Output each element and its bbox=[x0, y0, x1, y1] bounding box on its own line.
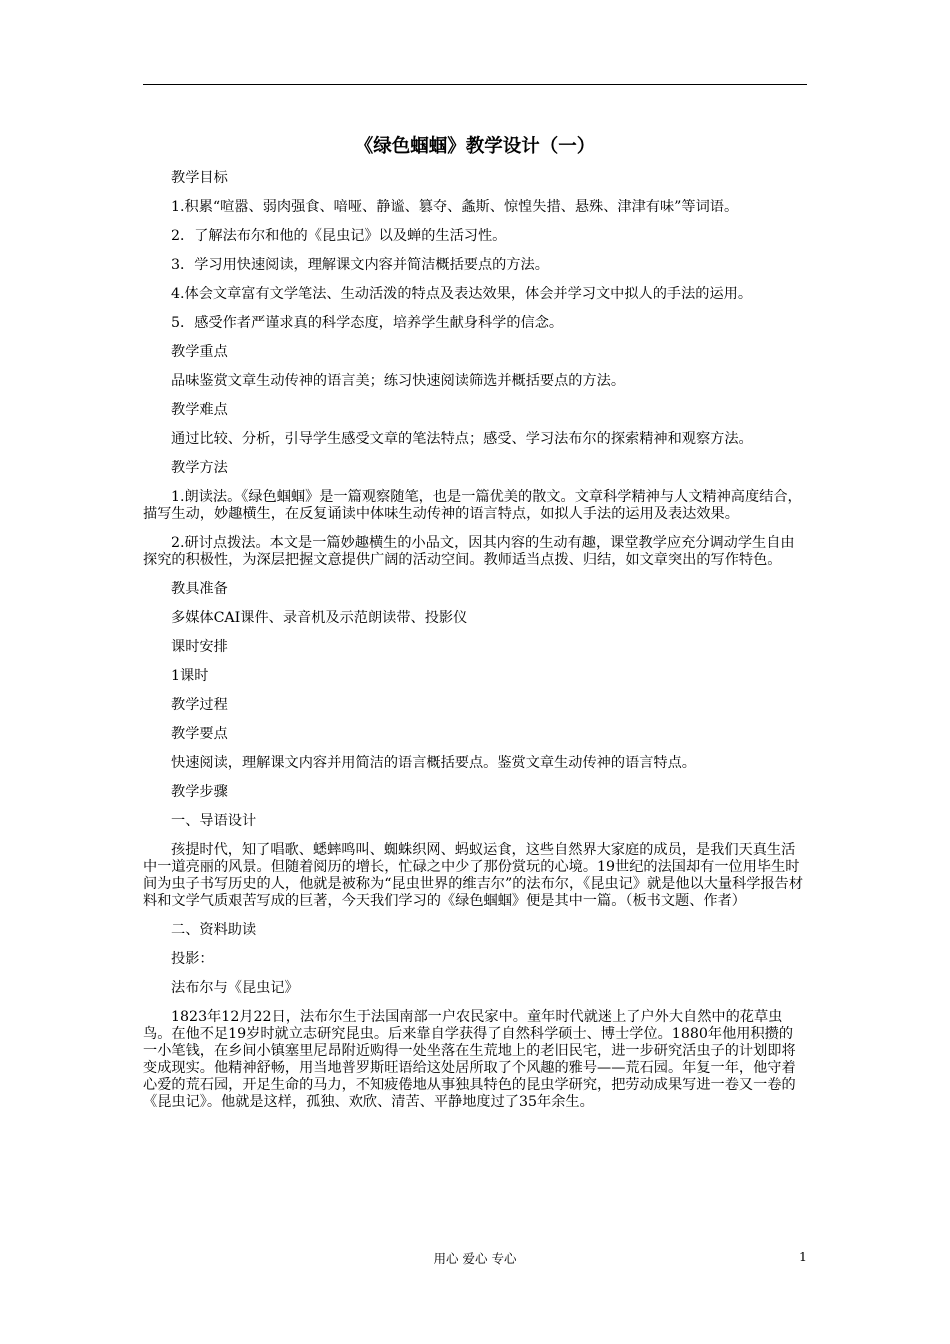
heading-key-points: 教学重点 bbox=[171, 344, 228, 360]
heading-steps: 教学步骤 bbox=[171, 784, 228, 800]
fabre-heading: 法布尔与《昆虫记》 bbox=[171, 980, 299, 996]
document-body bbox=[143, 170, 807, 1111]
intro-text: 孩提时代，知了唱歌、蟋蟀鸣叫、蜘蛛织网、蚂蚁运食，这些自然界大家庭的成员，是我们天真生活中一道亮丽的风景。但随着阅历的增长，忙碌之中少了那份赏玩的心境。19世纪的法国却有一位用毕生时间为虫子书写历史的人，他就是被称为“昆虫世界的维吉尔”的法布尔，《昆虫记》就是他以大量科学报告材料和文学气质艰苦写成的巨著，今天我们学习的《绿色蝈蝈》便是其中一篇。（板书文题、作者） bbox=[143, 842, 804, 909]
header-rule bbox=[143, 84, 807, 85]
fabre-bio: 1823年12月22日，法布尔生于法国南部一户农民家中。童年时代就迷上了户外大自然中的花草虫鸟。在他不足19岁时就立志研究昆虫。后来靠自学获得了自然科学硕士、博士学位。1880年他用积攒的一小笔钱，在乡间小镇塞里尼昂附近购得一处坐落在生荒地上的老旧民宅，进一步研究活虫子的计划即将变成现实。他精神舒畅，用当地普罗斯旺语给这处居所取了个风趣的雅号——荒石园。年复一年，他守着心爱的荒石园，开足生命的马力，不知疲倦地从事独具特色的昆虫学研究，把劳动成果写进一卷又一卷的《昆虫记》。他就是这样，孤独、欢欣、清苦、平静地度过了35年余生。 bbox=[143, 1009, 796, 1110]
objective-4: 4.体会文章富有文学笔法、生动活泼的特点及表达效果，体会并学习文中拟人的手法的运用。 bbox=[171, 286, 753, 302]
objective-2: 2．了解法布尔和他的《昆虫记》以及蝉的生活习性。 bbox=[171, 228, 507, 244]
schedule-text: 1课时 bbox=[171, 668, 209, 684]
heading-schedule: 课时安排 bbox=[171, 639, 228, 655]
page-number: 1 bbox=[799, 1249, 807, 1264]
heading-difficulties: 教学难点 bbox=[171, 402, 228, 418]
difficulties-text: 通过比较、分析，引导学生感受文章的笔法特点；感受、学习法布尔的探索精神和观察方法。 bbox=[171, 431, 753, 447]
heading-intro: 一、导语设计 bbox=[171, 813, 257, 829]
objective-3: 3．学习用快速阅读，理解课文内容并简洁概括要点的方法。 bbox=[171, 257, 549, 273]
heading-reading-aid: 二、资料助读 bbox=[171, 922, 257, 938]
page-footer bbox=[143, 1249, 807, 1269]
equipment-text: 多媒体CAI课件、录音机及示范朗读带、投影仪 bbox=[171, 610, 468, 626]
footer-motto: 用心 爱心 专心 bbox=[433, 1251, 517, 1266]
key-points-text: 品味鉴赏文章生动传神的语言美；练习快速阅读筛选并概括要点的方法。 bbox=[171, 373, 626, 389]
method-2: 2.研讨点拨法。本文是一篇妙趣横生的小品文，因其内容的生动有趣，课堂教学应充分调动学生自由探究的积极性，为深层把握文意提供广阔的活动空间。教师适当点拨、归结，如文章突出的写作特色。 bbox=[143, 535, 795, 568]
heading-essentials: 教学要点 bbox=[171, 726, 228, 742]
essentials-text: 快速阅读，理解课文内容并用简洁的语言概括要点。鉴赏文章生动传神的语言特点。 bbox=[171, 755, 696, 771]
objective-5: 5．感受作者严谨求真的科学态度，培养学生献身科学的信念。 bbox=[171, 315, 564, 331]
heading-equipment: 教具准备 bbox=[171, 581, 228, 597]
heading-methods: 教学方法 bbox=[171, 460, 228, 476]
page-title: 《绿色蝈蝈》教学设计（一） bbox=[354, 136, 596, 157]
projection-label: 投影： bbox=[171, 951, 214, 967]
heading-process: 教学过程 bbox=[171, 697, 228, 713]
method-1: 1.朗读法。《绿色蝈蝈》是一篇观察随笔，也是一篇优美的散文。文章科学精神与人文精神高度结合，描写生动，妙趣横生，在反复诵读中体味生动传神的语言特点，如拟人手法的运用及表达效果。 bbox=[143, 489, 802, 522]
heading-objectives: 教学目标 bbox=[171, 170, 228, 186]
objective-1: 1.积累“喧嚣、弱肉强食、喑哑、静谧、篡夺、螽斯、惊惶失措、悬殊、津津有味”等词语。 bbox=[171, 199, 739, 215]
